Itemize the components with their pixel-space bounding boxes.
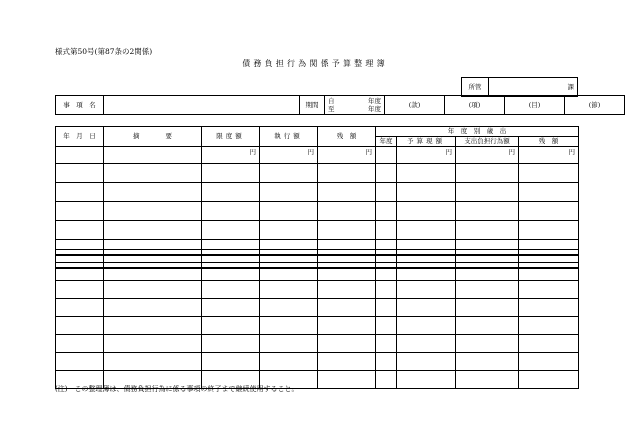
table-cell[interactable] (56, 281, 104, 299)
table-cell[interactable] (260, 183, 318, 202)
table-cell[interactable] (104, 263, 202, 281)
budget-subcategory-field[interactable]: (節) (565, 96, 625, 115)
ledger-table (55, 126, 579, 389)
table-cell[interactable] (56, 164, 104, 183)
table-cell[interactable] (519, 202, 579, 221)
table-cell[interactable] (456, 221, 519, 240)
table-cell[interactable] (104, 281, 202, 299)
budget-category-field[interactable]: (目) (505, 96, 565, 115)
table-cell[interactable] (376, 240, 397, 250)
table-cell[interactable] (56, 250, 104, 263)
table-cell[interactable] (104, 317, 202, 335)
table-cell[interactable] (202, 281, 260, 299)
document-title: 債務負担行為関係予算整理簿 (242, 59, 388, 68)
table-cell[interactable] (104, 250, 202, 263)
table-cell[interactable] (397, 202, 456, 221)
table-cell[interactable] (104, 164, 202, 183)
table-cell[interactable] (56, 221, 104, 240)
table-cell[interactable] (519, 221, 579, 240)
cell-remaining-unit[interactable]: 円 (519, 147, 579, 164)
col-date: 年 月 日 (56, 127, 104, 147)
table-cell[interactable] (519, 164, 579, 183)
cell-fiscal-year[interactable] (376, 147, 397, 164)
table-cell[interactable] (56, 263, 104, 281)
period-to-year: 年度 (368, 105, 381, 113)
cell-balance-unit[interactable]: 円 (318, 147, 376, 164)
table-cell[interactable] (376, 317, 397, 335)
table-cell[interactable] (456, 263, 519, 281)
budget-section-field[interactable]: (款) (385, 96, 445, 115)
table-cell[interactable] (260, 164, 318, 183)
col-executed: 執行額 (260, 127, 318, 147)
table-row (56, 164, 579, 183)
table-cell[interactable] (318, 202, 376, 221)
table-cell[interactable] (397, 263, 456, 281)
department-label: 所管 (462, 78, 489, 97)
table-cell[interactable] (456, 250, 519, 263)
col-limit: 限度額 (202, 127, 260, 147)
table-cell[interactable] (397, 281, 456, 299)
table-row (56, 147, 579, 164)
table-cell[interactable] (56, 202, 104, 221)
table-cell[interactable] (456, 240, 519, 250)
table-cell[interactable] (376, 299, 397, 317)
table-cell[interactable] (376, 353, 397, 371)
budget-item-field[interactable]: (項) (445, 96, 505, 115)
table-cell[interactable] (318, 183, 376, 202)
table-cell[interactable] (397, 183, 456, 202)
usage-note: (注) この整理簿は、債務負担行為に係る事項の終了まで継続使用すること。 (55, 385, 299, 393)
cell-date[interactable] (56, 147, 104, 164)
table-cell[interactable] (104, 221, 202, 240)
period-from-label: 自 (328, 96, 335, 105)
table-cell[interactable] (202, 299, 260, 317)
table-row (56, 317, 579, 335)
table-cell[interactable] (519, 371, 579, 389)
table-cell[interactable] (260, 281, 318, 299)
section-divider-top (55, 254, 578, 256)
table-cell[interactable] (260, 240, 318, 250)
table-cell[interactable] (202, 202, 260, 221)
table-cell[interactable] (397, 250, 456, 263)
table-cell[interactable] (260, 202, 318, 221)
department-suffix: 課 (489, 78, 578, 97)
table-cell[interactable] (318, 299, 376, 317)
table-cell[interactable] (318, 317, 376, 335)
table-cell[interactable] (376, 281, 397, 299)
table-cell[interactable] (318, 250, 376, 263)
table-cell[interactable] (260, 263, 318, 281)
table-cell[interactable] (318, 335, 376, 353)
col-budget-current: 予算現額 (397, 137, 456, 147)
table-cell[interactable] (318, 263, 376, 281)
table-cell[interactable] (456, 317, 519, 335)
table-cell[interactable] (376, 371, 397, 389)
col-remaining: 残 額 (519, 137, 579, 147)
cell-summary[interactable] (104, 147, 202, 164)
table-cell[interactable] (397, 335, 456, 353)
table-cell[interactable] (397, 164, 456, 183)
table-cell[interactable] (519, 183, 579, 202)
table-cell[interactable] (104, 202, 202, 221)
table-cell[interactable] (56, 353, 104, 371)
period-to-label: 至 (328, 105, 335, 113)
table-cell[interactable] (519, 299, 579, 317)
table-cell[interactable] (56, 317, 104, 335)
table-cell[interactable] (397, 371, 456, 389)
table-cell[interactable] (376, 335, 397, 353)
table-cell[interactable] (260, 299, 318, 317)
table-cell[interactable] (260, 250, 318, 263)
table-cell[interactable] (318, 281, 376, 299)
table-cell[interactable] (519, 317, 579, 335)
cell-executed-unit[interactable]: 円 (260, 147, 318, 164)
period-from-year: 年度 (368, 96, 381, 105)
table-cell[interactable] (260, 221, 318, 240)
col-balance: 残 額 (318, 127, 376, 147)
table-cell[interactable] (519, 250, 579, 263)
table-cell[interactable] (202, 240, 260, 250)
table-cell[interactable] (376, 183, 397, 202)
col-fiscal-year: 年度 (376, 137, 397, 147)
table-cell[interactable] (397, 221, 456, 240)
table-cell[interactable] (104, 353, 202, 371)
table-cell[interactable] (318, 240, 376, 250)
table-cell[interactable] (397, 240, 456, 250)
table-cell[interactable] (202, 353, 260, 371)
table-row (56, 281, 579, 299)
table-row (56, 221, 579, 240)
table-cell[interactable] (456, 335, 519, 353)
table-cell[interactable] (519, 240, 579, 250)
table-cell[interactable] (104, 240, 202, 250)
cell-budget-unit[interactable]: 円 (397, 147, 456, 164)
table-cell[interactable] (397, 317, 456, 335)
table-cell[interactable] (202, 221, 260, 240)
table-cell[interactable] (456, 164, 519, 183)
table-cell[interactable] (519, 335, 579, 353)
table-row (56, 202, 579, 221)
table-cell[interactable] (376, 164, 397, 183)
table-cell[interactable] (456, 183, 519, 202)
table-row (56, 353, 579, 371)
cell-limit-unit[interactable]: 円 (202, 147, 260, 164)
table-cell[interactable] (456, 299, 519, 317)
table-cell[interactable] (456, 202, 519, 221)
section-divider-bottom (55, 267, 578, 269)
table-cell[interactable] (519, 281, 579, 299)
table-row (56, 250, 579, 263)
project-name-field[interactable] (104, 96, 300, 115)
table-cell[interactable] (376, 202, 397, 221)
table-cell[interactable] (202, 263, 260, 281)
table-row (56, 183, 579, 202)
table-cell[interactable] (202, 317, 260, 335)
table-cell[interactable] (202, 250, 260, 263)
table-cell[interactable] (318, 353, 376, 371)
table-cell[interactable] (397, 353, 456, 371)
table-row (56, 335, 579, 353)
table-cell[interactable] (519, 353, 579, 371)
project-header (55, 95, 625, 115)
table-cell[interactable] (202, 164, 260, 183)
table-cell[interactable] (376, 250, 397, 263)
period-field[interactable] (325, 96, 385, 115)
table-cell[interactable] (456, 371, 519, 389)
table-cell[interactable] (456, 353, 519, 371)
col-by-year: 年 度 別 歳 出 (376, 127, 579, 137)
table-cell[interactable] (202, 183, 260, 202)
table-cell[interactable] (318, 164, 376, 183)
table-row (56, 240, 579, 250)
table-cell[interactable] (202, 335, 260, 353)
project-name-label: 事 項 名 (56, 96, 104, 115)
table-row (56, 263, 579, 281)
cell-expense-unit[interactable]: 円 (456, 147, 519, 164)
table-cell[interactable] (376, 263, 397, 281)
department-box (461, 77, 578, 97)
table-cell[interactable] (260, 335, 318, 353)
table-cell[interactable] (318, 221, 376, 240)
table-cell[interactable] (104, 183, 202, 202)
form-number-label: 様式第50号(第87条の2関係) (55, 47, 153, 56)
table-cell[interactable] (56, 299, 104, 317)
table-cell[interactable] (260, 317, 318, 335)
col-debt-act-expense: 支出負担行為額 (456, 137, 519, 147)
table-cell[interactable] (519, 263, 579, 281)
table-cell[interactable] (56, 183, 104, 202)
table-cell[interactable] (104, 335, 202, 353)
table-cell[interactable] (56, 335, 104, 353)
table-cell[interactable] (260, 353, 318, 371)
table-cell[interactable] (318, 371, 376, 389)
period-label: 期間 (300, 96, 325, 115)
table-cell[interactable] (456, 281, 519, 299)
table-cell[interactable] (104, 299, 202, 317)
table-row (56, 299, 579, 317)
table-cell[interactable] (397, 299, 456, 317)
table-cell[interactable] (376, 221, 397, 240)
col-summary: 摘 要 (104, 127, 202, 147)
table-cell[interactable] (56, 240, 104, 250)
